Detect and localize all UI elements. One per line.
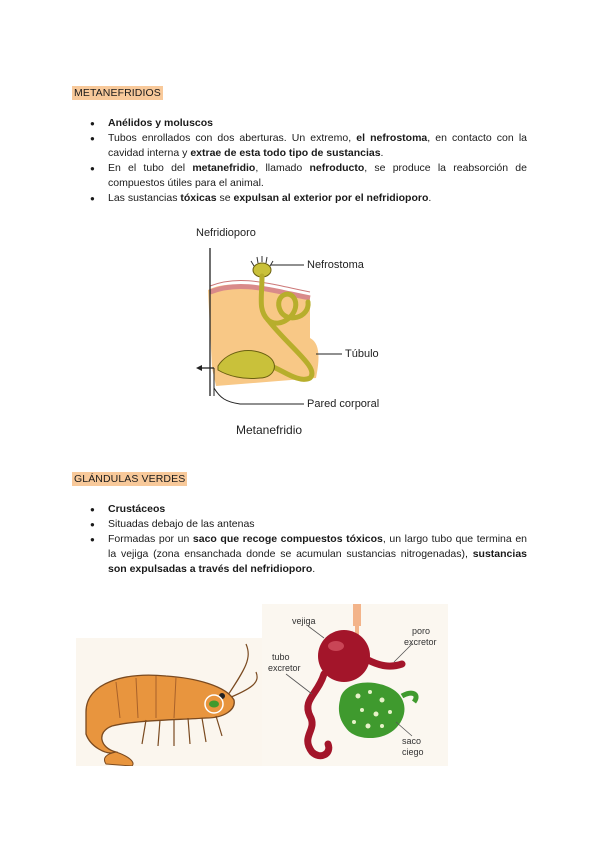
bold-text: nefroducto [309,162,365,174]
bold-text: Crustáceos [108,503,166,515]
bold-text: sustancias son expulsadas a través del nefridioporo [108,548,527,575]
bullet-item [90,517,527,532]
text-run: . [312,563,316,575]
label-nefridioporo: Nefridioporo [196,227,256,239]
leader-pared [214,388,304,404]
bullet-item [90,532,527,577]
label-excretor-poro: excretor [404,637,437,647]
bold-text: saco que recoge compuestos tóxicos [192,533,383,545]
text-run: , se produce la reabsorción de compuestos útiles para el animal. [108,162,527,189]
bladder-shine [328,641,344,651]
bullet-item [90,502,527,517]
bullet-item [90,131,527,161]
bold-text: expulsan al exterior por el nefridioporo [233,192,429,204]
text-run: Las sustancias [108,192,181,204]
text-run: , un largo tubo que termina en la vejiga (zona ensanchada donde se acumulan sustancias nitrogenadas), [108,533,528,560]
glandulas-bullet-list [90,502,527,577]
label-ciego: ciego [402,747,424,757]
label-saco: saco [402,736,422,746]
green-gland-diagram [262,604,448,766]
text-run: . [428,192,432,204]
text-run: En el tubo del [108,162,193,174]
label-pared-corporal: Pared corporal [307,398,380,410]
bold-text: extrae de esta todo tipo de sustancias [190,147,381,159]
label-poro: poro [412,626,431,636]
pore-arrowhead [196,365,202,371]
bold-text: tóxicas [180,192,217,204]
text-run: Situadas debajo de las antenas [108,518,255,530]
bold-text: el nefrostoma [356,132,428,144]
metanefridios-bullet-list [90,116,527,206]
label-nefrostoma: Nefrostoma [307,259,364,271]
text-run: , en contacto con la cavidad interna y [108,132,527,159]
label-tubo: tubo [272,652,290,662]
text-run: . [380,147,384,159]
bullet-item [90,161,527,191]
text-run: Tubos enrollados con dos aberturas. Un extremo, [108,132,357,144]
bold-text: Anélidos y moluscos [108,117,214,129]
text-run: , llamado [255,162,310,174]
bullet-item [90,191,527,206]
label-excretor-tubo: excretor [268,663,301,673]
text-run: Formadas por un [108,533,193,545]
metanefridio-diagram [170,218,410,440]
green-gland [209,701,219,708]
bullet-item [90,116,527,131]
label-tubulo: Túbulo [345,348,379,360]
figure-caption-metanefridio: Metanefridio [236,423,303,437]
bold-text: metanefridio [192,162,256,174]
shrimp-illustration [76,638,262,766]
section-heading-metanefridios: METANEFRIDIOS [74,87,161,99]
text-run: se [216,192,234,204]
section-heading-glandulas-verdes: GLÁNDULAS VERDES [74,473,186,485]
input-duct [353,604,361,626]
label-vejiga: vejiga [292,616,316,626]
